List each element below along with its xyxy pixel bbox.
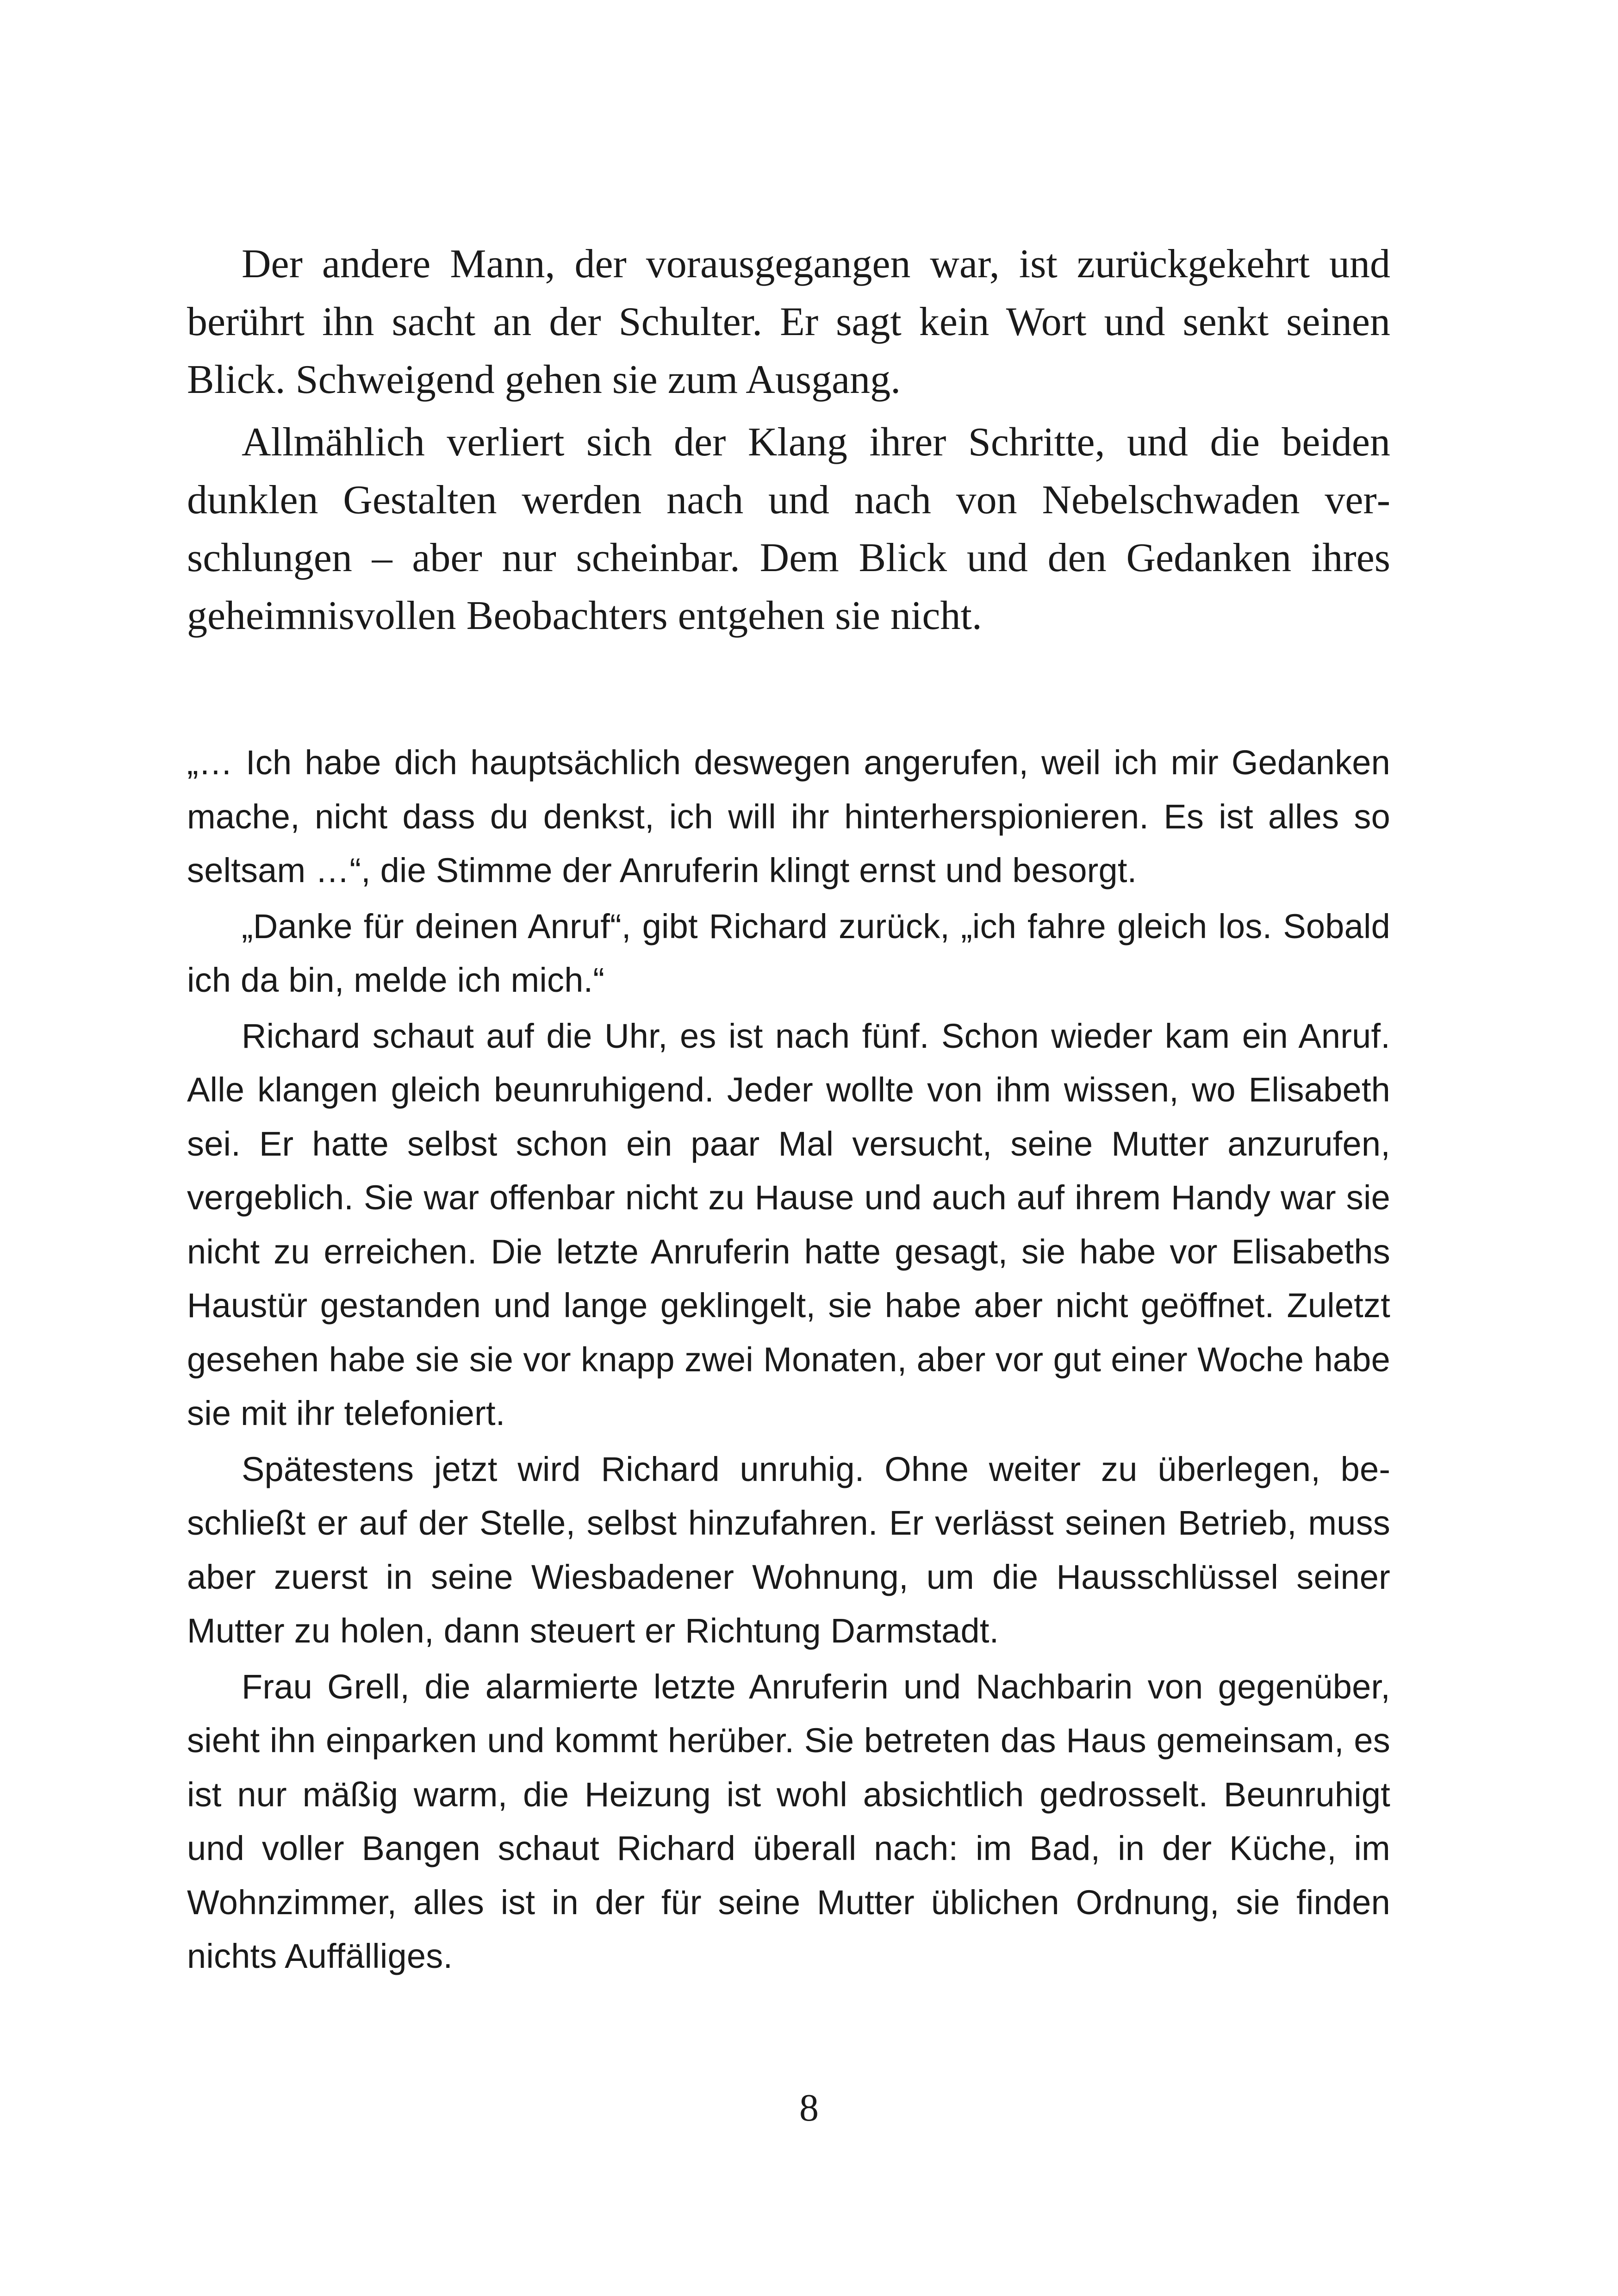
paragraph: „Danke für deinen Anruf“, gibt Richard zurück, „ich fahre gleich los. Sobald ich da bin, melde ich mich.“ <box>187 907 1390 999</box>
paragraph: Allmählich verliert sich der Klang ihrer Schritte, und die beiden dunklen Gestalten werden nach und nach von Nebelschwaden verschlungen – aber nur scheinbar. Dem Blick und den Gedanken ihres geheimnisvollen Beobachters entgehen sie nicht. <box>187 420 1390 638</box>
story-section-main <box>187 736 1390 1984</box>
page-number: 8 <box>799 2086 819 2129</box>
paragraph: Der andere Mann, der vorausgegangen war, ist zurückgekehrt und berührt ihn sacht an der Schulter. Er sagt kein Wort und senkt seinen Blick. Schweigend gehen sie zum Ausgang. <box>187 242 1390 402</box>
story-section-prologue <box>187 235 1390 645</box>
paragraph: Frau Grell, die alarmierte letzte Anruferin und Nachbarin von gegenüber, sieht ihn einparken und kommt herüber. Sie betreten das Haus gemeinsam, es ist nur mäßig warm, die Heizung ist wohl absichtlich gedrosselt. Beunruhigt und voller Bangen schaut Richard überall nach: im Bad, in der Küche, im Wohnzimmer, alles ist in der für seine Mutter üblichen Ordnung, sie finden nichts Auffälliges. <box>187 1667 1390 1975</box>
paragraph: Spätestens jetzt wird Richard unruhig. Ohne weiter zu überlegen, beschließt er auf der Stelle, selbst hinzufahren. Er verlässt seinen Betrieb, muss aber zuerst in seine Wiesbadener Wohnung, um die Hausschlüssel seiner Mutter zu holen, dann steuert er Richtung Darmstadt. <box>187 1450 1390 1650</box>
paragraph: „… Ich habe dich hauptsächlich deswegen angerufen, weil ich mir Gedanken mache, nicht dass du denkst, ich will ihr hinterherspionieren. Es ist alles so seltsam …“, die Stimme der Anruferin klingt ernst und besorgt. <box>187 743 1390 890</box>
paragraph: Richard schaut auf die Uhr, es ist nach fünf. Schon wieder kam ein Anruf. Alle klangen gleich beunruhigend. Jeder wollte von ihm wissen, wo Elisabeth sei. Er hatte selbst schon ein paar Mal versucht, seine Mutter anzurufen, vergeblich. Sie war offenbar nicht zu Hause und auch auf ihrem Handy war sie nicht zu erreichen. Die letzte Anruferin hatte gesagt, sie habe vor Elisabeths Haustür gestanden und lange geklingelt, sie habe aber nicht geöffnet. Zuletzt gesehen habe sie sie vor knapp zwei Monaten, aber vor gut einer Woche habe sie mit ihr telefoniert. <box>187 1016 1390 1432</box>
